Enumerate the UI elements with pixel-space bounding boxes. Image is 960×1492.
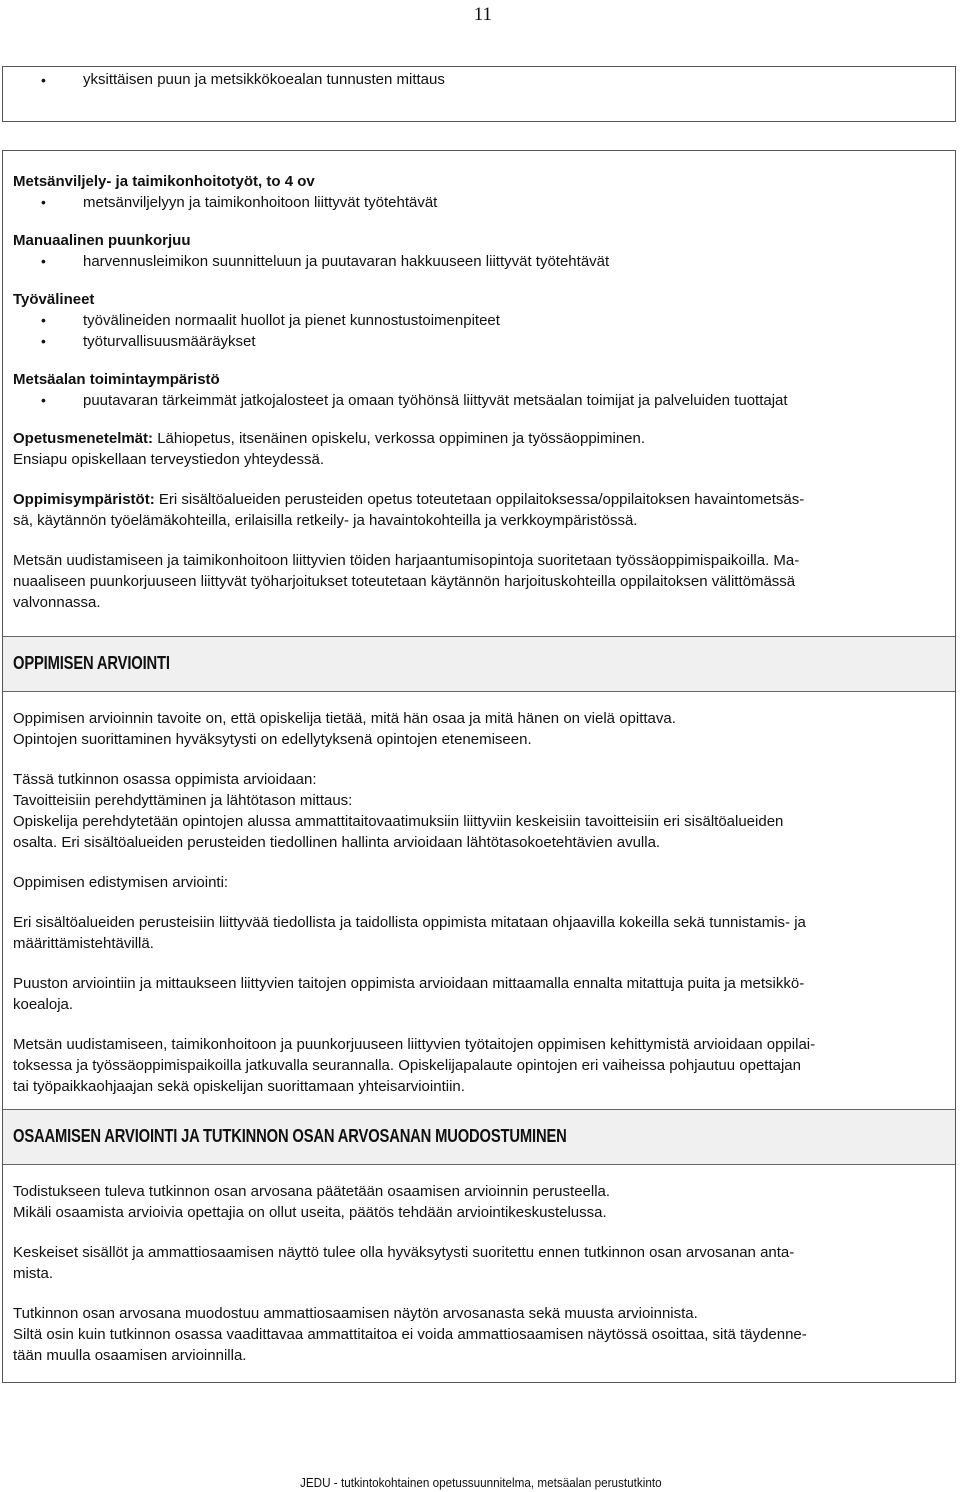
section-heading: Metsänviljely- ja taimikonhoitotyöt, to 4 ov xyxy=(13,173,315,190)
methods-label: Opetusmenetelmät: xyxy=(13,430,154,447)
grading-line: Mikäli osaamista arvioivia opettajia on ollut useita, päätös tehdään arviointikeskustelussa. xyxy=(13,1204,607,1221)
assessment-line: toksessa ja työssäoppimispaikoilla jatkuvalla seurannalla. Opiskelijapalaute opintojen eri vaiheissa pohjautuu opettajan xyxy=(13,1057,801,1074)
page-footer: JEDU - tutkintokohtainen opetussuunnitelma, metsäalan perustutkinto xyxy=(300,1475,662,1490)
practice-line: nuaaliseen puunkorjuuseen liittyvät työharjoitukset toteutetaan käytännön harjoituskohteilla oppilaitoksen välittömässä xyxy=(13,573,796,590)
assessment-line: osalta. Eri sisältöalueiden perusteiden tiedollinen hallinta arvioidaan lähtötasokoetehtävien avulla. xyxy=(13,834,661,851)
assessment-line: määrittämistehtävillä. xyxy=(13,935,154,952)
grading-line: Todistukseen tuleva tutkinnon osan arvosana päätetään osaamisen arvioinnin perusteella. xyxy=(13,1183,611,1200)
page-number: 11 xyxy=(473,4,492,25)
grading-line: Tutkinnon osan arvosana muodostuu ammattiosaamisen näytön arvosanasta sekä muusta arvioinnista. xyxy=(13,1305,698,1322)
section-heading: Manuaalinen puunkorjuu xyxy=(13,232,191,249)
section-heading: Metsäalan toimintaympäristö xyxy=(13,371,220,388)
environments-text: Eri sisältöalueiden perusteiden opetus toteutetaan oppilaitoksessa/oppilaitoksen havaintometsäs- xyxy=(154,491,805,508)
content-box-top xyxy=(2,66,956,122)
assessment-line: Tavoitteisiin perehdyttäminen ja lähtötason mittaus: xyxy=(13,792,353,809)
bullet-item: • puutavaran tärkeimmät jatkojalosteet ja omaan työhönsä liittyvät metsäalan toimijat ja palveluiden tuottajat xyxy=(13,390,945,411)
assessment-line: koealoja. xyxy=(13,996,74,1013)
methods-line: Ensiapu opiskellaan terveystiedon yhteydessä. xyxy=(13,451,325,468)
bullet-item: • työvälineiden normaalit huollot ja pienet kunnostustoimenpiteet xyxy=(13,310,945,331)
assessment-heading: OPPIMISEN ARVIOINTI xyxy=(13,653,170,673)
assessment-line: Opiskelija perehdytetään opintojen alussa ammattitaitovaatimuksiin liittyviin keskeisiin tavoitteisiin eri sisältöalueiden xyxy=(13,813,784,830)
assessment-line: Puuston arviointiin ja mittaukseen liittyvien taitojen oppimista arvioidaan mittaamalla ennalta mitattuja puita ja metsikkö- xyxy=(13,975,805,992)
environments-label: Oppimisympäristöt: xyxy=(13,491,155,508)
practice-line: Metsän uudistamiseen ja taimikonhoitoon liittyvien töiden harjaantumisopintoja suoritetaan työssäoppimispaikoilla. Ma- xyxy=(13,552,800,569)
assessment-line: Metsän uudistamiseen, taimikonhoitoon ja puunkorjuuseen liittyvien työtaitojen oppimisen kehittymistä arvioidaan oppilai- xyxy=(13,1036,816,1053)
grading-heading: OSAAMISEN ARVIOINTI JA TUTKINNON OSAN ARVOSANAN MUODOSTUMINEN xyxy=(13,1126,567,1146)
assessment-line: Eri sisältöalueiden perusteisiin liittyvää tiedollista ja taidollista oppimista mitataan ohjaavilla kokeilla sekä tunnistamis- ja xyxy=(13,914,806,931)
methods-paragraph xyxy=(13,428,945,449)
environments-paragraph xyxy=(13,489,945,510)
bullet-item: • metsänviljelyyn ja taimikonhoitoon liittyvät työtehtävät xyxy=(13,192,945,213)
bullet-item: • harvennusleimikon suunnitteluun ja puutavaran hakkuuseen liittyvät työtehtävät xyxy=(13,251,945,272)
grading-line: Siltä osin kuin tutkinnon osassa vaadittavaa ammattitaitoa ei voida ammattiosaamisen näytössä osoittaa, sitä täydenne- xyxy=(13,1326,807,1343)
section-list xyxy=(13,171,945,613)
grading-line: Keskeiset sisällöt ja ammattiosaamisen näyttö tulee olla hyväksytysti suoritettu ennen tutkinnon osan arvosanan anta- xyxy=(13,1244,795,1261)
grading-heading-band xyxy=(3,1109,955,1165)
assessment-line: Opintojen suorittaminen hyväksytysti on edellytyksenä opintojen etenemiseen. xyxy=(13,731,532,748)
assessment-line: Oppimisen edistymisen arviointi: xyxy=(13,874,229,891)
assessment-section xyxy=(13,708,945,1097)
assessment-line: tai työpaikkaohjaajan sekä opiskelijan suorittamaan yhteisarviointiin. xyxy=(13,1078,465,1095)
methods-text: Lähiopetus, itsenäinen opiskelu, verkossa oppiminen ja työssäoppiminen. xyxy=(153,430,646,447)
grading-line: tään muulla osaamisen arvioinnilla. xyxy=(13,1347,247,1364)
content-box-main xyxy=(2,150,956,1383)
grading-line: mista. xyxy=(13,1265,54,1282)
section-heading: Työvälineet xyxy=(13,291,95,308)
bullet-item: • työturvallisuusmääräykset xyxy=(13,331,945,352)
bullet-item: • yksittäisen puun ja metsikkökoealan tunnusten mittaus xyxy=(13,69,945,91)
assessment-heading-band xyxy=(3,636,955,692)
environments-line: sä, käytännön työelämäkohteilla, erilaisilla retkeily- ja havaintokohteilla ja verkkoympäristössä. xyxy=(13,512,638,529)
assessment-line: Tässä tutkinnon osassa oppimista arvioidaan: xyxy=(13,771,317,788)
assessment-line: Oppimisen arvioinnin tavoite on, että opiskelija tietää, mitä hän osaa ja mitä hänen on vielä opittava. xyxy=(13,710,676,727)
grading-section xyxy=(13,1181,945,1366)
practice-line: valvonnassa. xyxy=(13,594,101,611)
